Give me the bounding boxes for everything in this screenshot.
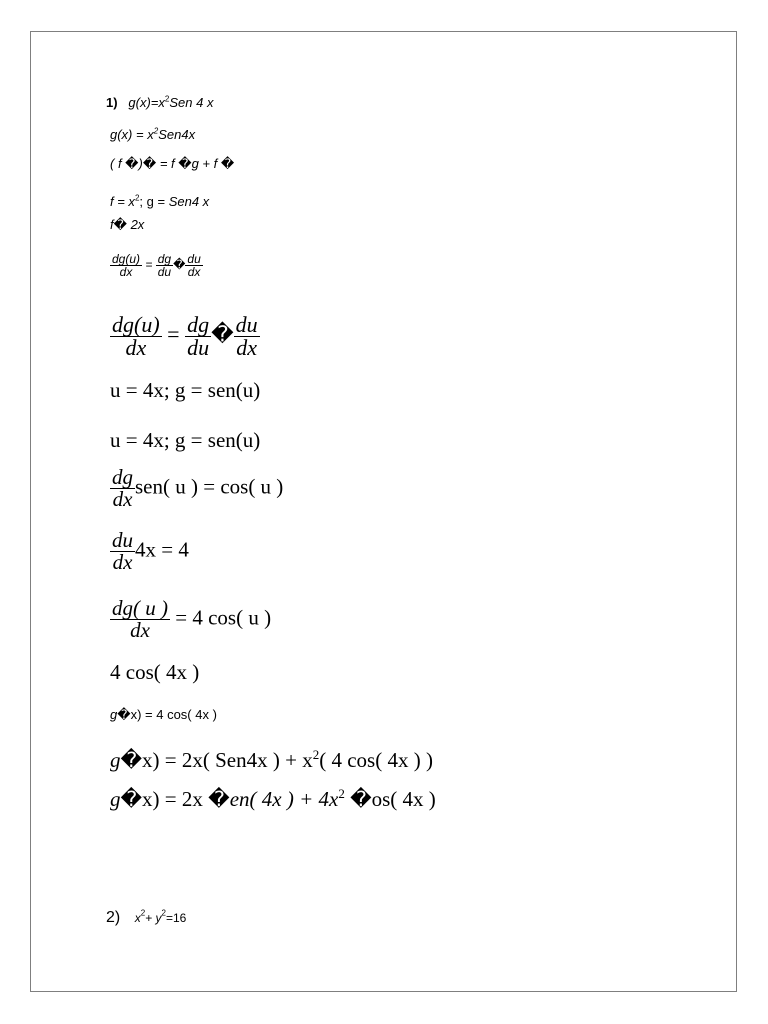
fraction-den: du	[187, 335, 210, 360]
eq-1-rest: Sen 4 x	[169, 95, 214, 110]
replacement-glyph: �	[120, 787, 143, 811]
eq-5-a: f	[110, 217, 114, 232]
fraction-den: dx	[187, 265, 201, 279]
replacement-glyph: �	[142, 157, 157, 172]
eq-4cos: 4 cos( 4x )	[110, 660, 200, 684]
eq-gp-a: g	[110, 707, 118, 722]
eq-dgu-dx	[110, 598, 271, 641]
eq-3-c: = f	[156, 156, 179, 171]
eq-gp2-c: ( 4 cos( 4x ) )	[319, 748, 433, 772]
eq-dgu-rest: = 4 cos( u )	[175, 605, 272, 630]
eq-gp2-a: g	[110, 748, 121, 772]
eq-ex2-a: x	[134, 911, 141, 925]
eq-gp3-a: g	[110, 787, 121, 811]
fraction	[110, 467, 135, 510]
fraction-num: dg(u)	[112, 252, 141, 266]
eq-u-line-2: u = 4x; g = sen(u)	[110, 428, 261, 452]
equals: =	[145, 257, 153, 272]
chain-rule-small	[110, 253, 203, 278]
eq-3-b: )	[138, 156, 143, 171]
eq-2	[110, 128, 195, 141]
eq-gp3-b: x) = 2x	[142, 787, 209, 811]
fraction-den: dx	[130, 618, 150, 642]
replacement-glyph: �	[117, 708, 131, 723]
fraction-num: dg	[187, 312, 210, 337]
fraction-num: dg	[112, 465, 133, 489]
eq-gprime-final	[110, 786, 436, 811]
eq-dg-dx	[110, 467, 283, 510]
fraction	[110, 598, 170, 641]
fraction-num: dg	[157, 252, 172, 266]
fraction-num: dg(u)	[112, 312, 160, 337]
eq-3-d: g + f	[191, 156, 221, 171]
fraction	[234, 314, 260, 359]
eq-u-line-1: u = 4x; g = sen(u)	[110, 378, 261, 402]
eq-ex2-exponent-2: 2	[161, 908, 166, 918]
eq-ex2-exponent-1: 2	[140, 908, 146, 918]
exercise-2-number: 2)	[106, 909, 121, 926]
fraction	[185, 314, 211, 359]
eq-gp3-exponent: 2	[338, 786, 345, 801]
eq-4-b: ; g =	[139, 194, 169, 209]
fraction	[110, 253, 142, 278]
replacement-glyph: �	[350, 787, 372, 811]
fraction	[185, 253, 202, 278]
eq-gp2-b: x) = 2x( Sen4x ) + x	[142, 748, 313, 772]
replacement-glyph: �	[120, 748, 143, 772]
replacement-glyph: �	[220, 157, 235, 172]
eq-2-a: g(x) = x	[110, 127, 154, 142]
eq-4-c: Sen4 x	[168, 194, 210, 209]
eq-dg-rest: sen( u ) = cos( u )	[135, 474, 284, 499]
fraction-den: dx	[119, 265, 133, 279]
eq-2-b: Sen4x	[158, 127, 196, 142]
eq-3-a: ( f	[110, 156, 126, 171]
eq-product-rule	[110, 157, 234, 171]
eq-gp2-exponent: 2	[312, 747, 320, 762]
fraction-den: dx	[125, 335, 147, 360]
eq-5	[110, 218, 144, 232]
eq-gp-b: x) = 4 cos( 4x )	[130, 707, 217, 722]
fraction-den: dx	[112, 487, 133, 511]
fraction	[156, 253, 173, 278]
eq-4-a: f = x	[110, 194, 135, 209]
fraction-num: du	[112, 528, 133, 552]
replacement-glyph: �	[173, 257, 186, 272]
eq-gp3-d: os( 4x )	[371, 787, 436, 811]
eq-du-dx	[110, 530, 189, 573]
fraction-num: dg( u )	[112, 596, 168, 620]
eq-gp3-c: en( 4x ) + 4x	[229, 787, 339, 811]
fraction-num: du	[235, 312, 258, 337]
equals: =	[167, 321, 180, 347]
fraction-den: dx	[236, 335, 258, 360]
fraction	[110, 314, 162, 359]
eq-ex2-b: + y	[145, 911, 162, 925]
chain-rule-large	[110, 314, 260, 359]
eq-du-rest: 4x = 4	[135, 537, 189, 562]
fraction-den: dx	[112, 550, 133, 574]
replacement-glyph: �	[125, 157, 139, 172]
eq-ex2-c: =16	[165, 911, 187, 925]
replacement-glyph: �	[211, 322, 234, 348]
fraction	[110, 530, 135, 573]
eq-gprime-product	[110, 747, 433, 772]
replacement-glyph: �	[208, 787, 230, 811]
eq-4	[110, 195, 209, 208]
eq-1-exponent: 2	[164, 94, 170, 104]
eq-4-exponent: 2	[134, 193, 140, 203]
eq-1: g(x)=x	[128, 95, 165, 110]
eq-2-exponent: 2	[153, 126, 159, 136]
document-page	[30, 31, 737, 992]
replacement-glyph: �	[113, 218, 127, 233]
replacement-glyph: �	[178, 157, 192, 172]
exercise-2-line	[106, 910, 186, 926]
exercise-1-number: 1)	[106, 95, 118, 110]
fraction-num: du	[187, 252, 201, 266]
fraction-den: du	[157, 265, 172, 279]
eq-gprime-small	[110, 708, 217, 722]
eq-5-b: 2x	[126, 217, 145, 232]
exercise-1-line	[106, 96, 213, 109]
